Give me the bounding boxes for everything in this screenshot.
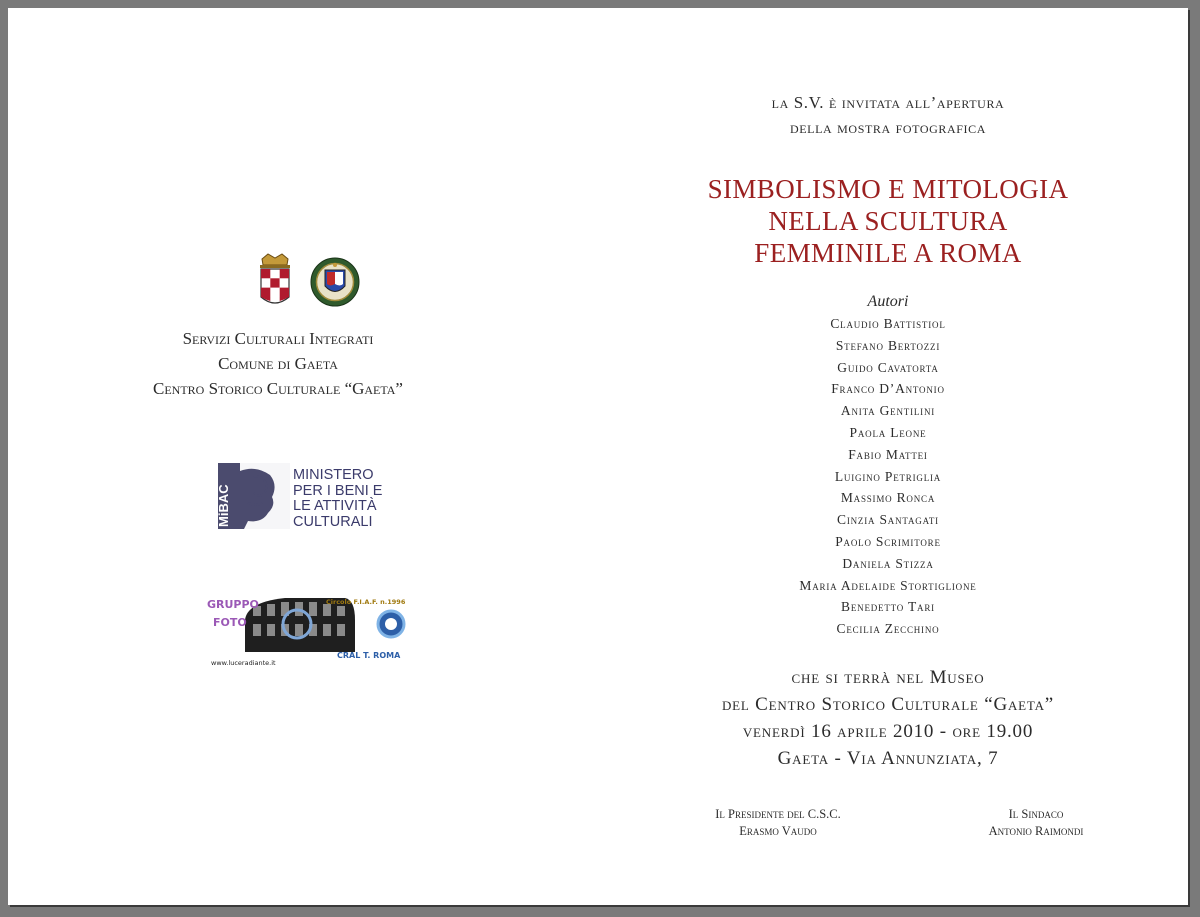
event-line: del Centro Storico Culturale “Gaeta”	[721, 694, 1055, 715]
cral-label: CRAL T. ROMA	[337, 651, 401, 660]
event-line: che si terrà nel Museo	[791, 667, 985, 688]
invite-line: della mostra fotografica	[789, 118, 987, 137]
author-item: Franco D’Antonio	[831, 381, 945, 397]
authors-list	[598, 313, 1178, 640]
author-item: Cinzia Santagati	[837, 512, 939, 528]
author-item: Luigino Petriglia	[834, 468, 942, 484]
url-label: www.luceradiante.it	[211, 659, 276, 667]
organizer-line: Centro Storico Culturale “Gaeta”	[153, 379, 403, 398]
title-line: SIMBOLISMO E MITOLOGIA	[707, 174, 1069, 204]
mibac-vertical-label: MiBAC	[216, 484, 231, 527]
author-item: Cecilia Zecchino	[836, 621, 940, 637]
gruppo-foto-logo	[205, 590, 415, 670]
mibac-text	[293, 468, 382, 530]
author-item: Massimo Ronca	[840, 490, 936, 506]
title-line: FEMMINILE A ROMA	[754, 238, 1022, 268]
authors-heading: Autori	[867, 293, 909, 310]
mibac-line: LE ATTIVITÀ	[293, 498, 377, 514]
organizer-line: Servizi Culturali Integrati	[182, 329, 374, 348]
gruppo-label: GRUPPO	[207, 598, 259, 611]
author-item: Daniela Stizza	[842, 555, 934, 571]
circolo-label: Circolo F.I.A.F. n.1996	[326, 598, 406, 606]
mibac-line: MINISTERO	[293, 467, 374, 483]
event-line: Gaeta - Via Annunziata, 7	[777, 748, 999, 769]
author-item: Fabio Mattei	[848, 446, 928, 462]
event-details	[598, 664, 1178, 772]
author-item: Anita Gentilini	[840, 403, 936, 419]
organizers-block	[118, 326, 438, 401]
event-line: venerdì 16 aprile 2010 - ore 19.00	[742, 721, 1034, 742]
signature-role: Il Sindaco	[1008, 807, 1064, 821]
author-item: Paolo Scrimitore	[835, 533, 941, 549]
mibac-line: CULTURALI	[293, 513, 373, 530]
author-item: Guido Cavatorta	[837, 359, 939, 375]
organizer-line: Comune di Gaeta	[218, 354, 338, 373]
signature-role: Il Presidente del C.S.C.	[715, 807, 841, 821]
signature-mayor	[936, 806, 1136, 840]
author-item: Maria Adelaide Stortiglione	[799, 577, 977, 593]
mibac-line: PER I BENI E	[293, 482, 383, 499]
author-item: Stefano Bertozzi	[835, 337, 941, 353]
signature-name: Antonio Raimondi	[988, 824, 1084, 838]
title-line: NELLA SCULTURA	[768, 206, 1008, 236]
invite-block	[598, 90, 1178, 140]
signature-president	[678, 806, 878, 840]
gaeta-crest-icon	[258, 253, 292, 309]
author-item: Benedetto Tari	[841, 599, 935, 615]
author-item: Paola Leone	[849, 424, 927, 440]
invite-line: la S.V. è invitata all’apertura	[771, 93, 1005, 112]
centro-storico-seal-icon	[310, 257, 360, 307]
mibac-logo	[218, 463, 290, 529]
foto-label: FOTO	[213, 616, 247, 629]
signature-name: Erasmo Vaudo	[739, 824, 817, 838]
author-item: Claudio Battistiol	[830, 316, 946, 331]
invitation-page	[8, 8, 1188, 905]
exhibition-title	[598, 173, 1178, 269]
